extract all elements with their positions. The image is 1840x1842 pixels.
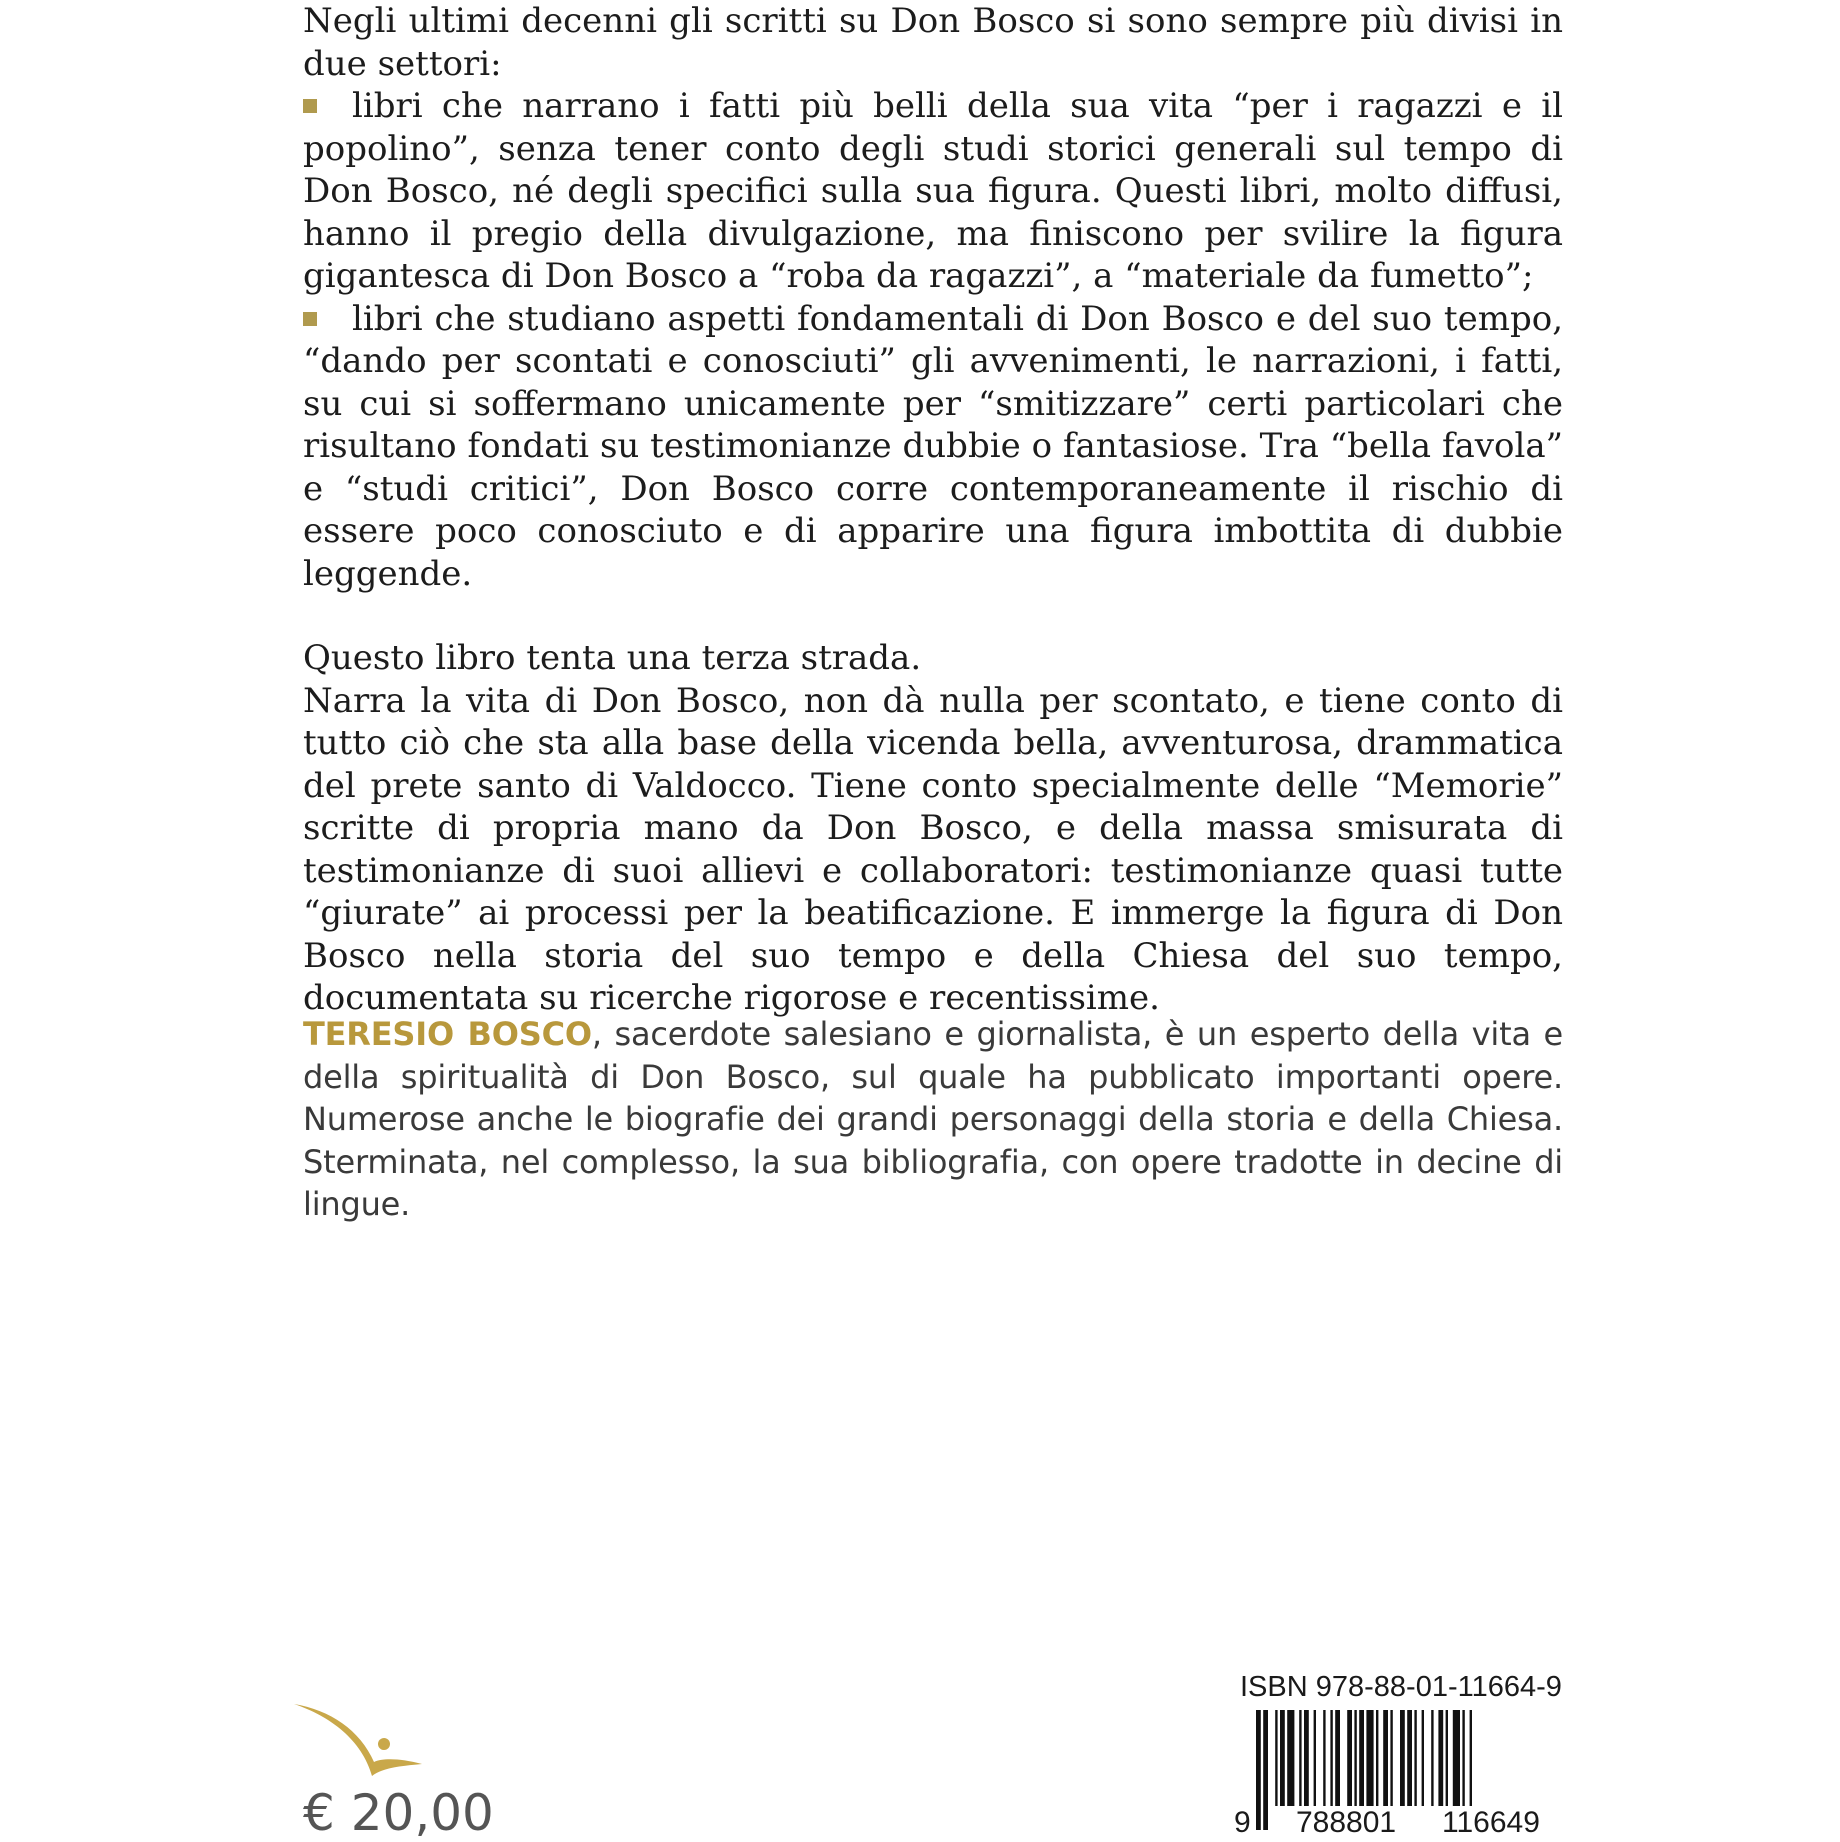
barcode-bar [1354,1710,1356,1806]
price: € 20,00 [303,1784,494,1842]
barcode-bar [1383,1710,1388,1806]
barcode-digits [1232,1806,1562,1840]
bullet-text-1: libri che narrano i fatti più belli della sua vita “per i ragazzi e il popolino”, senza tener conto degli studi storici generali sul tempo di Don Bosco, né degli specifici sulla sua figura. Questi libri, molto diffusi, hanno il pregio della divulgazione, ma finiscono per svilire la figura gigantesca di Don Bosco a “roba da ragazzi”, a “materiale da fumetto”; [303,86,1563,296]
barcode-bar [1299,1710,1301,1806]
isbn-label: ISBN 978-88-01-11664-9 [1240,1671,1562,1703]
barcode-bar [1359,1710,1364,1806]
barcode-bar [1323,1710,1325,1806]
barcode-bar [1438,1710,1443,1806]
barcode-bar [1400,1710,1405,1806]
barcode-bar [1414,1710,1416,1806]
blurb-third-way: Questo libro tenta una terza strada. [303,638,922,678]
bullet-item-1 [303,85,1563,298]
barcode-bar [1407,1710,1412,1806]
barcode-bar [1330,1710,1332,1806]
barcode-bar [1462,1710,1464,1806]
barcode-digit-first: 9 [1234,1806,1251,1839]
blurb-text [303,0,1563,1020]
barcode-digit-group-1: 788801 [1296,1806,1397,1839]
barcode-bar [1304,1710,1309,1806]
barcode-bar [1275,1710,1277,1806]
barcode-bar [1390,1710,1392,1806]
barcode-bar [1335,1710,1340,1806]
bullet-square-icon [303,312,317,326]
bullet-text-2: libri che studiano aspetti fondamentali di Don Bosco e del suo tempo, “dando per scontati e conosciuti” gli avvenimenti, le narrazioni, i fatti, su cui si soffermano unicamente per “smitizzare” certi particolari che risultano fondati su testimonianze dubbie o fantasiose. Tra “bella favola” e “studi critici”, Don Bosco corre contemporaneamente il rischio di essere poco conosciuto e di apparire una figura imbottita di dubbie leggende. [303,298,1563,594]
barcode-bar [1446,1710,1448,1806]
paragraph-gap [303,595,1563,637]
barcode-bar [1431,1710,1433,1806]
barcode-bar [1280,1710,1285,1806]
barcode-digit-group-2: 116649 [1442,1806,1540,1839]
barcode-bar [1453,1710,1460,1806]
blurb-body: Narra la vita di Don Bosco, non dà nulla per scontato, e tiene conto di tutto ciò che sta alla base della vicenda bella, avventurosa, drammatica del prete santo di Valdocco. Tiene conto specialmente delle “Memorie” scritte di propria mano da Don Bosco, e della massa smisurata di testimonianze di suoi allievi e collaboratori: testimonianze quasi tutte “giurate” ai processi per la beatificazione. E immerge la figura di Don Bosco nella storia del suo tempo e della Chiesa del suo tempo, documentata su ricerche rigorose e recentissime. [303,680,1563,1018]
author-bio-text: , sacerdote salesiano e giornalista, è un esperto della vita e della spiritualità di Don Bosco, sul quale ha pubblicato importanti opere. Numerose anche le biografie dei grandi personaggi della storia e della Chiesa. Sterminata, nel complesso, la sua bibliografia, con opere tradotte in decine di lingue. [303,1015,1563,1223]
barcode-bar [1347,1710,1352,1806]
bullet-square-icon [303,99,317,113]
author-name: TERESIO BOSCO [303,1015,592,1053]
blurb-intro: Negli ultimi decenni gli scritti su Don Bosco si sono sempre più divisi in due settori: [303,1,1563,84]
bullet-item-2 [303,298,1563,596]
barcode-bar [1287,1710,1294,1806]
barcode-bar [1422,1710,1424,1806]
author-bio [303,1013,1563,1226]
publisher-swoosh-logo-icon [290,1700,430,1780]
barcode-bar [1314,1710,1316,1806]
